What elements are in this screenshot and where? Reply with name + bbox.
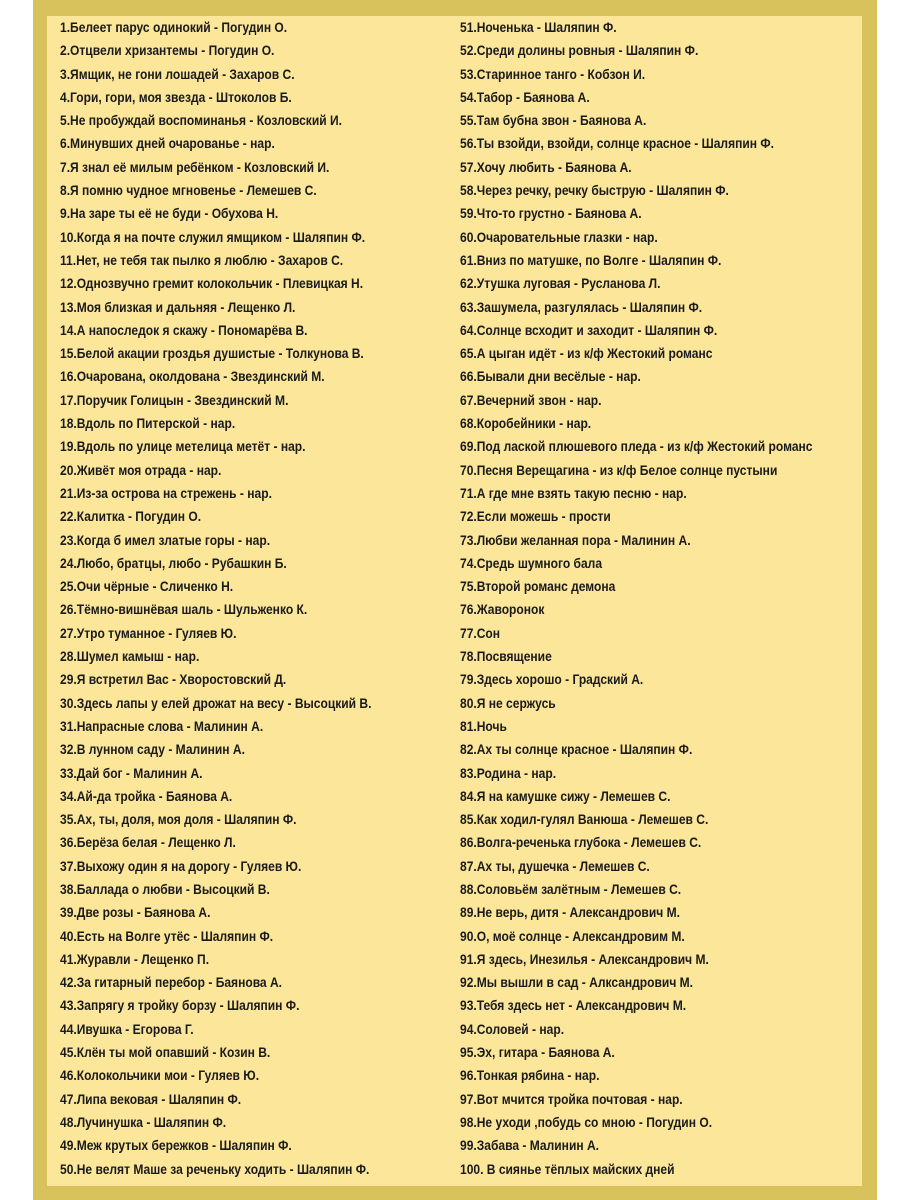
- song-list-item: 49.Меж крутых бережков - Шаляпин Ф.: [60, 1137, 292, 1154]
- song-list-item: 46.Колокольчики мои - Гуляев Ю.: [60, 1067, 260, 1084]
- song-list-item: 91.Я здесь, Инезилья - Александрович М.: [460, 950, 709, 967]
- song-list-item: 57.Хочу любить - Баянова А.: [460, 158, 632, 175]
- song-list-item: 60.Очаровательные глазки - нар.: [460, 228, 658, 245]
- song-list-item: 38.Баллада о любви - Высоцкий В.: [60, 880, 270, 897]
- song-list-item: 99.Забава - Малинин А.: [460, 1137, 600, 1154]
- song-list-item: 77.Сон: [460, 624, 501, 641]
- song-list-item: 74.Средь шумного бала: [460, 554, 603, 571]
- song-list-item: 44.Ивушка - Егорова Г.: [60, 1020, 194, 1037]
- song-list-item: 76.Жаворонок: [460, 601, 545, 618]
- song-list-item: 55.Там бубна звон - Баянова А.: [460, 112, 647, 129]
- song-list-item: 75.Второй романс демона: [460, 578, 616, 595]
- song-list-item: 1.Белеет парус одинокий - Погудин О.: [60, 19, 288, 35]
- song-list-item: 32.В лунном саду - Малинин А.: [60, 741, 245, 758]
- song-list-item: 9.На заре ты её не буди - Обухова Н.: [60, 205, 279, 222]
- song-list-item: 80.Я не сержусь: [460, 694, 556, 711]
- song-list-item: 5.Не пробуждай воспоминанья - Козловский И.: [60, 112, 342, 129]
- song-list-item: 11.Нет, не тебя так пылко я люблю - Захаров С.: [60, 251, 344, 268]
- song-list-item: 21.Из-за острова на стрежень - нар.: [60, 484, 272, 501]
- song-list-item: 51.Ноченька - Шаляпин Ф.: [460, 19, 617, 35]
- song-list-item: 98.Не уходи ,побудь со мною - Погудин О.: [460, 1113, 713, 1130]
- song-list-item: 83.Родина - нар.: [460, 764, 557, 781]
- song-list-item: 95.Эх, гитара - Баянова А.: [460, 1044, 615, 1061]
- song-list-item: 29.Я встретил Вас - Хворостовский Д.: [60, 671, 287, 688]
- song-list-item: 68.Коробейники - нар.: [460, 415, 592, 432]
- song-list-item: 6.Минувших дней очарованье - нар.: [60, 135, 275, 152]
- song-list-item: 13.Моя близкая и дальняя - Лещенко Л.: [60, 298, 296, 315]
- song-list-item: 82.Ах ты солнце красное - Шаляпин Ф.: [460, 741, 693, 758]
- song-list-item: 86.Волга-реченька глубока - Лемешев С.: [460, 834, 702, 851]
- song-list-item: 2.Отцвели хризантемы - Погудин О.: [60, 42, 275, 59]
- song-list-item: 36.Берёза белая - Лещенко Л.: [60, 834, 236, 851]
- song-list-column-right: [460, 16, 860, 1181]
- song-list-item: 96.Тонкая рябина - нар.: [460, 1067, 600, 1084]
- song-list-item: 42.За гитарный перебор - Баянова А.: [60, 974, 283, 991]
- song-list-item: 23.Когда б имел златые горы - нар.: [60, 531, 271, 548]
- song-list-item: 89.Не верь, дитя - Александрович М.: [460, 904, 680, 921]
- song-list-item: 12.Однозвучно гремит колокольчик - Плевицкая Н.: [60, 275, 364, 292]
- song-list-item: 78.Посвящение: [460, 648, 552, 665]
- song-list-item: 53.Старинное танго - Кобзон И.: [460, 65, 646, 82]
- song-list-item: 61.Вниз по матушке, по Волге - Шаляпин Ф.: [460, 251, 722, 268]
- song-list-item: 37.Выхожу один я на дорогу - Гуляев Ю.: [60, 857, 302, 874]
- song-list-item: 93.Тебя здесь нет - Александрович М.: [460, 997, 687, 1014]
- song-list-item: 63.Зашумела, разгулялась - Шаляпин Ф.: [460, 298, 703, 315]
- song-list-item: 64.Солнце всходит и заходит - Шаляпин Ф.: [460, 321, 718, 338]
- song-list-item: 62.Утушка луговая - Русланова Л.: [460, 275, 661, 292]
- song-list-item: 90.О, моё солнце - Александровим М.: [460, 927, 685, 944]
- song-list-item: 15.Белой акации гроздья душистые - Толкунова В.: [60, 345, 364, 362]
- song-list-item: 87.Ах ты, душечка - Лемешев С.: [460, 857, 650, 874]
- song-list-item: 39.Две розы - Баянова А.: [60, 904, 211, 921]
- song-list-item: 69.Под лаской плюшевого пледа - из к/ф Жестокий романс: [460, 438, 813, 455]
- song-list-item: 100. В сиянье тёплых майских дней: [460, 1160, 675, 1177]
- song-list-item: 81.Ночь: [460, 717, 507, 734]
- song-list-item: 31.Напрасные слова - Малинин А.: [60, 717, 264, 734]
- song-list-item: 10.Когда я на почте служил ямщиком - Шаляпин Ф.: [60, 228, 366, 245]
- song-list-item: 92.Мы вышли в сад - Алксандрович М.: [460, 974, 694, 991]
- song-list-item: 54.Табор - Баянова А.: [460, 88, 590, 105]
- song-list-item: 18.Вдоль по Питерской - нар.: [60, 415, 236, 432]
- song-list-item: 71.А где мне взять такую песню - нар.: [460, 484, 687, 501]
- song-list-item: 28.Шумел камыш - нар.: [60, 648, 200, 665]
- song-list-item: 50.Не велят Маше за реченьку ходить - Шаляпин Ф.: [60, 1160, 370, 1177]
- song-list-item: 84.Я на камушке сижу - Лемешев С.: [460, 787, 671, 804]
- song-list-item: 26.Тёмно-вишнёвая шаль - Шульженко К.: [60, 601, 308, 618]
- song-list-item: 7.Я знал её милым ребёнком - Козловский И.: [60, 158, 330, 175]
- song-list-item: 66.Бывали дни весёлые - нар.: [460, 368, 641, 385]
- song-list-item: 79.Здесь хорошо - Градский А.: [460, 671, 644, 688]
- song-list-item: 24.Любо, братцы, любо - Рубашкин Б.: [60, 554, 287, 571]
- song-list-item: 33.Дай бог - Малинин А.: [60, 764, 203, 781]
- song-list-item: 3.Ямщик, не гони лошадей - Захаров С.: [60, 65, 295, 82]
- song-list-item: 70.Песня Верещагина - из к/ф Белое солнце пустыни: [460, 461, 778, 478]
- song-list-item: 65.А цыган идёт - из к/ф Жестокий романс: [460, 345, 713, 362]
- song-list-item: 72.Если можешь - прости: [460, 508, 611, 525]
- song-list-item: 34.Ай-да тройка - Баянова А.: [60, 787, 233, 804]
- song-list-sheet: [47, 16, 862, 1186]
- song-list-item: 20.Живёт моя отрада - нар.: [60, 461, 222, 478]
- song-list-item: 52.Среди долины ровныя - Шаляпин Ф.: [460, 42, 699, 59]
- song-list-item: 59.Что-то грустно - Баянова А.: [460, 205, 642, 222]
- song-list-item: 97.Вот мчится тройка почтовая - нар.: [460, 1090, 683, 1107]
- song-list-item: 4.Гори, гори, моя звезда - Штоколов Б.: [60, 88, 292, 105]
- song-list-item: 22.Калитка - Погудин О.: [60, 508, 202, 525]
- song-list-item: 25.Очи чёрные - Сличенко Н.: [60, 578, 234, 595]
- song-list-item: 67.Вечерний звон - нар.: [460, 391, 602, 408]
- song-list-item: 17.Поручик Голицын - Звездинский М.: [60, 391, 289, 408]
- song-list-item: 40.Есть на Волге утёс - Шаляпин Ф.: [60, 927, 274, 944]
- song-list-item: 47.Липа вековая - Шаляпин Ф.: [60, 1090, 242, 1107]
- song-list-item: 35.Ах, ты, доля, моя доля - Шаляпин Ф.: [60, 811, 297, 828]
- song-list-item: 43.Запрягу я тройку борзу - Шаляпин Ф.: [60, 997, 300, 1014]
- song-list-item: 45.Клён ты мой опавший - Козин В.: [60, 1044, 271, 1061]
- song-list-item: 88.Соловьём залётным - Лемешев С.: [460, 880, 682, 897]
- song-list-item: 56.Ты взойди, взойди, солнце красное - Шаляпин Ф.: [460, 135, 775, 152]
- song-list-item: 8.Я помню чудное мгновенье - Лемешев С.: [60, 182, 317, 199]
- song-list-item: 85.Как ходил-гулял Ванюша - Лемешев С.: [460, 811, 709, 828]
- song-list-item: 19.Вдоль по улице метелица метёт - нар.: [60, 438, 306, 455]
- song-list-item: 73.Любви желанная пора - Малинин А.: [460, 531, 691, 548]
- song-list-item: 30.Здесь лапы у елей дрожат на весу - Высоцкий В.: [60, 694, 372, 711]
- song-list-column-left: [60, 16, 460, 1181]
- song-list-item: 27.Утро туманное - Гуляев Ю.: [60, 624, 237, 641]
- song-list-item: 41.Журавли - Лещенко П.: [60, 950, 210, 967]
- song-list-item: 58.Через речку, речку быструю - Шаляпин Ф.: [460, 182, 729, 199]
- song-list-item: 14.А напоследок я скажу - Пономарёва В.: [60, 321, 308, 338]
- song-list-item: 16.Очарована, околдована - Звездинский М.: [60, 368, 325, 385]
- song-list-item: 94.Соловей - нар.: [460, 1020, 565, 1037]
- song-list-item: 48.Лучинушка - Шаляпин Ф.: [60, 1113, 227, 1130]
